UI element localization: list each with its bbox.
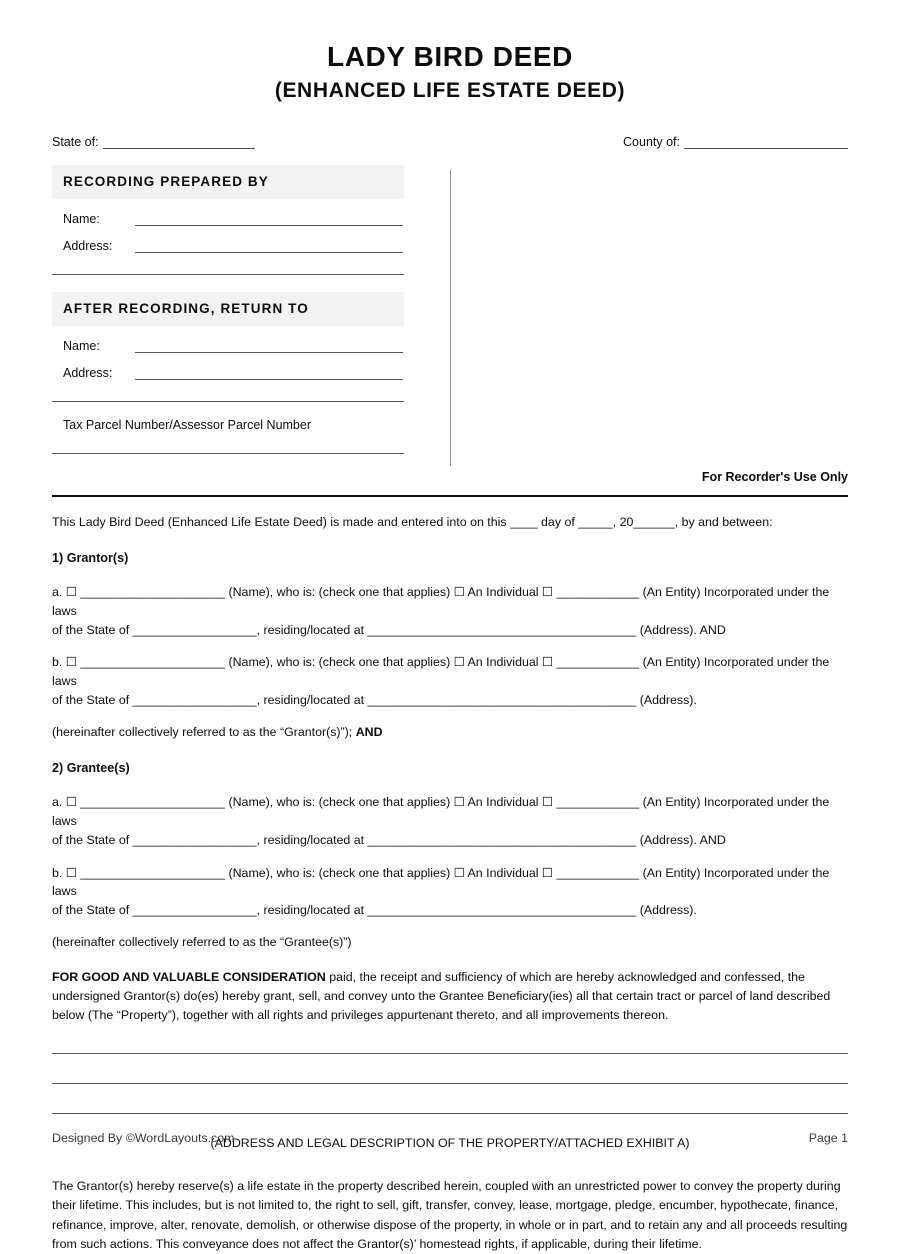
recorder-use-only-note: For Recorder's Use Only — [701, 469, 848, 484]
state-label: State of: — [52, 134, 99, 149]
after-recording-band: AFTER RECORDING, RETURN TO — [52, 292, 404, 326]
page-title: LADY BIRD DEED — [327, 41, 573, 72]
grantee-heading: 2) Grantee(s) — [52, 760, 130, 775]
grantor-entry-b — [52, 653, 848, 710]
grantee-entry-b — [52, 864, 848, 921]
property-description-caption: (ADDRESS AND LEGAL DESCRIPTION OF THE PROPERTY/ATTACHED EXHIBIT A) — [210, 1136, 690, 1151]
tax-parcel-input[interactable] — [52, 453, 404, 454]
recording-left-column — [52, 165, 404, 454]
footer-designed-by: Designed By ©WordLayouts.com — [52, 1131, 235, 1145]
county-field[interactable] — [623, 135, 848, 149]
footer-page-number: Page 1 — [808, 1131, 848, 1145]
return-to-name-label: Name: — [63, 338, 100, 353]
vertical-divider — [450, 170, 451, 466]
property-description-line[interactable] — [52, 1083, 848, 1084]
grantor-collective-text: (hereinafter collectively referred to as the “Grantor(s)”); — [52, 724, 356, 739]
grantee-entry-a-line2[interactable]: of the State of __________________, residing/located at _______________________________________ (Address). AND — [52, 832, 726, 847]
grantee-entry-b-line2[interactable]: of the State of __________________, residing/located at _______________________________________ (Address). — [52, 903, 697, 918]
tax-parcel-label: Tax Parcel Number/Assessor Parcel Number — [63, 417, 311, 432]
grantee-entry-a-line1[interactable]: a. ☐ _____________________ (Name), who is: (check one that applies) ☐ An Individual ☐ ____________ (An Entity) Incorporated under the laws — [52, 794, 830, 828]
property-description-line[interactable] — [52, 1113, 848, 1114]
life-estate-paragraph: The Grantor(s) hereby reserve(s) a life estate in the property described herein, coupled with an unrestricted power to convey the property during their lifetime. This includes, but is not limited to, the right to sell, gift, transfer, convey, lease, mortgage, pledge, encumber, hypothecate, finance, refinance, improve, alter, renovate, demolish, or otherwise dispose of the property, in whole or in part, and to retain any and all proceeds resulting from such actions. This conveyance does not affect the Grantor(s)’ homestead rights, if applicable, during their lifetime. — [52, 1179, 848, 1251]
state-input-line[interactable] — [103, 137, 255, 149]
grantee-collective-line: (hereinafter collectively referred to as the “Grantee(s)”) — [52, 935, 352, 950]
grantor-collective-and: AND — [355, 724, 383, 739]
grantee-entry-a — [52, 793, 848, 850]
grantor-entry-a-line1[interactable]: a. ☐ _____________________ (Name), who is: (check one that applies) ☐ An Individual ☐ ____________ (An Entity) Incorporated under the laws — [52, 584, 830, 618]
header-separator-rule — [52, 495, 848, 497]
state-field[interactable] — [52, 135, 255, 149]
consideration-text: paid, the receipt and sufficiency of which are hereby acknowledged and confessed, the undersigned Grantor(s) do(es) hereby grant, sell, and convey unto the Grantee Beneficiary(ies) all that certain tract or parcel of land described below (The “Property”), together with all rights and privileges appurtenant thereto, and all improvements thereon. — [52, 969, 831, 1022]
consideration-lead: FOR GOOD AND VALUABLE CONSIDERATION — [52, 969, 326, 984]
county-label: County of: — [623, 134, 680, 149]
grantor-heading: 1) Grantor(s) — [52, 550, 129, 565]
prepared-by-address-label: Address: — [63, 238, 113, 253]
return-to-name-input[interactable] — [135, 340, 403, 353]
county-input-line[interactable] — [684, 137, 848, 149]
return-to-address-label: Address: — [63, 365, 113, 380]
return-to-address-row[interactable] — [52, 366, 404, 380]
prepared-by-name-row[interactable] — [52, 212, 404, 226]
prepared-by-address-input[interactable] — [135, 240, 403, 253]
grantee-entry-b-line1[interactable]: b. ☐ _____________________ (Name), who is: (check one that applies) ☐ An Individual ☐ ____________ (An Entity) Incorporated under the laws — [52, 865, 830, 899]
grantor-entry-a-line2[interactable]: of the State of __________________, residing/located at _______________________________________ (Address). AND — [52, 622, 726, 637]
recording-prepared-by-band: RECORDING PREPARED BY — [52, 165, 404, 199]
intro-paragraph: This Lady Bird Deed (Enhanced Life Estate Deed) is made and entered into on this ____ day of _____, 20______, by and between: — [52, 514, 773, 529]
page-footer — [52, 1131, 848, 1145]
property-description-lines — [52, 1053, 848, 1114]
prepared-by-address-row[interactable] — [52, 239, 404, 253]
grantor-collective-line — [52, 723, 848, 742]
property-description-line[interactable] — [52, 1053, 848, 1054]
return-to-name-row[interactable] — [52, 339, 404, 353]
consideration-paragraph — [52, 968, 848, 1025]
prepared-by-address-input-2[interactable] — [52, 274, 404, 275]
grantor-entry-b-line2[interactable]: of the State of __________________, residing/located at _______________________________________ (Address). — [52, 693, 697, 708]
prepared-by-name-input[interactable] — [135, 213, 403, 226]
prepared-by-name-label: Name: — [63, 211, 100, 226]
page-subtitle: (ENHANCED LIFE ESTATE DEED) — [274, 78, 626, 102]
state-county-row — [52, 135, 848, 149]
recording-area — [52, 165, 848, 483]
return-to-address-input[interactable] — [135, 367, 403, 380]
grantor-entry-b-line1[interactable]: b. ☐ _____________________ (Name), who is: (check one that applies) ☐ An Individual ☐ ____________ (An Entity) Incorporated under the laws — [52, 655, 830, 689]
return-to-address-input-2[interactable] — [52, 401, 404, 402]
grantor-entry-a — [52, 583, 848, 640]
title-block — [52, 0, 848, 103]
